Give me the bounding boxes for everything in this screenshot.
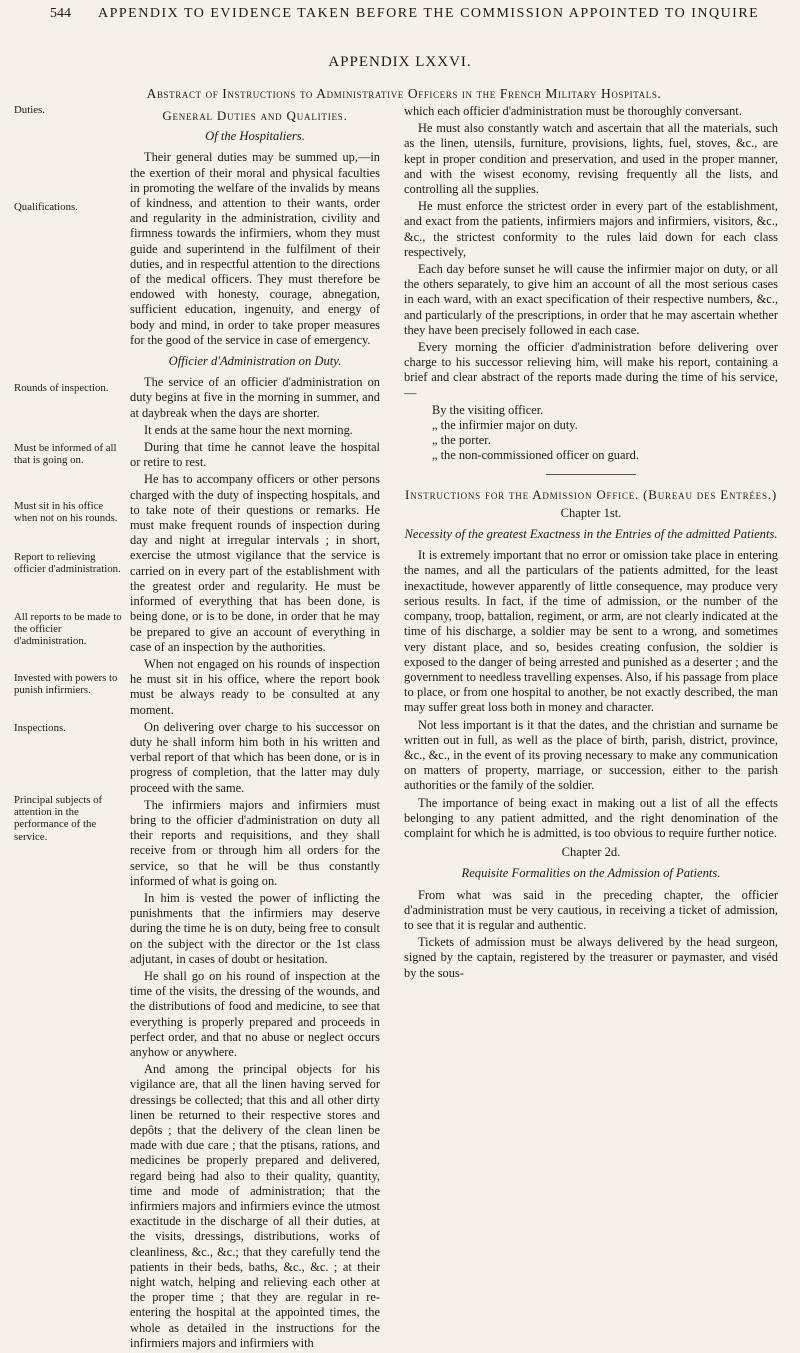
paragraph: In him is vested the power of inflicting the punishments that the infirmiers may deserve during the time he is on duty, being free to consult on the subject with the director or the 1st class adjutant, in cases of doubt or hesitation. xyxy=(130,890,380,966)
paragraph: He must also constantly watch and ascertain that all the materials, such as the linen, utensils, furniture, provisions, lights, fuel, stoves, &c., are kept in proper condition and preservation, and used in the proper manner, and with the wisest economy, revising frequently all the lists, and controlling all the supplies. xyxy=(404,121,778,197)
page-header xyxy=(0,6,800,28)
margin-note-informed: Must be informed of all that is going on. xyxy=(14,442,117,467)
paragraph: On delivering over charge to his successor on duty he shall inform him both in his written and verbal report of that which has been done, or is in progress of completion, that the latter may duly proceed with the same. xyxy=(130,719,380,795)
heading-chapter-1: Chapter 1st. xyxy=(560,505,622,520)
list-item: „ the infirmier major on duty. xyxy=(432,418,578,433)
heading-officer-on-duty: Officier d'Administration on Duty. xyxy=(168,354,342,369)
paragraph: Every morning the officier d'administration before delivering over charge to his successor relieving him, will make his report, containing a brief and clear abstract of the reports made during the time of his service,— xyxy=(404,340,778,400)
left-column xyxy=(130,104,380,1353)
paragraph: Each day before sunset he will cause the infirmier major on duty, or all the others separately, to give him an account of all the most serious cases in each ward, with an exact specification of their respective numbers, &c., and particularly of the prescriptions, in order that he may ascertain whether they have been precisely followed in each case. xyxy=(404,262,778,337)
paragraph: He must enforce the strictest order in every part of the establishment, and exact from the patients, infirmiers majors and infirmiers, visitors, &c., &c., the strictest conformity to the rules laid down for each class respectively, xyxy=(404,199,778,259)
paragraph: which each officier d'administration must be thoroughly conversant. xyxy=(404,104,742,118)
paragraph: When not engaged on his rounds of inspection he must sit in his office, where the report book must be always ready to be consulted at any moment. xyxy=(130,656,380,717)
report-list xyxy=(404,403,778,464)
paragraph: The service of an officier d'administration on duty begins at five in the morning in summer, and at daybreak when the days are shorter. xyxy=(130,375,380,420)
paragraph: During that time he cannot leave the hospital or retire to rest. xyxy=(130,440,380,470)
paragraph: Not less important is it that the dates, and the christian and surname be written out in full, as well as the place of birth, parish, district, province, &c., &c., in the event of its proving necessary to make any communication on matters of property, marriage, or succession, either to the parish authorities or the family of the soldier. xyxy=(404,717,778,793)
margin-note-duties: Duties. xyxy=(14,104,45,116)
margin-note-qualifications: Qualifications. xyxy=(14,201,78,213)
abstract-title: Abstract of Instructions to Administrative Officers in the French Military Hospitals. xyxy=(146,86,662,101)
heading-chapter-2: Chapter 2d. xyxy=(561,845,621,860)
page-number: 544 xyxy=(50,6,71,21)
paragraph: It is extremely important that no error or omission take place in entering the names, and all the particulars of the patients admitted, for the least inexactitude, however apparently of little consequence, may produce very serious results. In fact, if the time of admission, or the number of the company, troop, battalion, regiment, or arm, are not clearly indicated at the time of his discharge, a soldier may be sent to a wrong, and sometimes very distant place, and so, besides creating confusion, the soldier is exposed to the danger of being arrested and punished as a deserter ; and the government to needless travelling expenses. Also, if his passage from place to place, or from one hospital to another, be not exactly described, the man may suffer great loss both in money and character. xyxy=(404,548,778,715)
margin-note-inspections: Inspections. xyxy=(14,722,66,734)
list-item: „ the non-commissioned officer on guard. xyxy=(432,448,639,463)
paragraph: Tickets of admission must be always delivered by the head surgeon, signed by the captain, registered by the treasurer or paymaster, and viséd by the sous- xyxy=(404,935,778,980)
paragraph: And among the principal objects for his vigilance are, that all the linen having served for dressings be collected; that this and all other dirty linen be returned to their respective stores and depôts ; that the delivery of the clean linen be made with due care ; that the ptisans, rations, and medicines be properly prepared and delivered, regard being had also to their quality, quantity, time and mode of administration; that the infirmiers majors and infirmiers evince the utmost exactitude in the discharge of all their duties, at the visits, dressings, distributions, works of cleanliness, &c., &c.; that they carefully tend the patients in their beds, baths, &c., &c. ; at their night watch, helping and relieving each other at the proper time ; that they are regular in re-entering the hospital at the appointed times, the whole as detailed in the instructions for the infirmiers majors and infirmiers with xyxy=(130,1062,380,1350)
appendix-title: APPENDIX LXXVI. xyxy=(328,54,472,70)
margin-note-office: Must sit in his office when not on his rounds. xyxy=(14,500,118,525)
paragraph: The importance of being exact in making out a list of all the effects belonging to any patient admitted, and the right denomination of the complaint for which he is admitted, is too obvious to require further notice. xyxy=(404,795,778,840)
right-column xyxy=(404,104,778,983)
paragraph: He has to accompany officers or other persons charged with the duty of inspecting hospitals, and to take note of their questions or remarks. He must make frequent rounds of inspection during day and night at irregular intervals ; in short, exercise the utmost vigilance that the service is carried on in every part of the establishment with the greatest order and regularity. He must be informed of everything that has been done, is being done, or is to be done, in order that he may be prepared to give an account of everything in case of an inspection by the authorities. xyxy=(130,472,380,654)
margin-note-rounds: Rounds of inspection. xyxy=(14,382,109,394)
heading-admission-office: Instructions for the Admission Office. (Bureau des Entrées.) xyxy=(405,486,777,502)
list-item: „ the porter. xyxy=(432,433,491,448)
paragraph: He shall go on his round of inspection at the time of the visits, the dressing of the wounds, and the distributions of food and medicine, to see that everything is properly prepared and proceeds in perfect order, and that no abuse or neglect occurs anyhow or anywhere. xyxy=(130,968,380,1059)
paragraph: The infirmiers majors and infirmiers must bring to the officier d'administration on duty all their reports and requisitions, and they shall receive from or through him all orders for the service, so that he will be thus constantly informed of what is going on. xyxy=(130,797,380,888)
section-divider xyxy=(546,474,636,475)
heading-requisite: Requisite Formalities on the Admission of Patients. xyxy=(461,866,721,881)
margin-note-report: Report to relieving officier d'administration. xyxy=(14,551,121,576)
list-item: By the visiting officer. xyxy=(432,402,544,417)
paragraph: Their general duties may be summed up,—in the exertion of their moral and physical faculties in promoting the welfare of the invalids by means of kindness, and attention to their wants, order and regularity in the administration, civility and firmness towards the infirmiers, whom they must guide and superintend in the fulfilment of their duties, and in respectful attention to the directions of the medical officers. They must therefore be endowed with honesty, courage, abnegation, sufficient education, ingenuity, and energy of body and mind, in order to take proper measures for the good of the service in case of emergency. xyxy=(130,150,380,347)
paragraph: From what was said in the preceding chapter, the officier d'administration must be very cautious, in receiving a ticket of admission, to see that it is regular and authentic. xyxy=(404,887,778,932)
margin-note-punish: Invested with powers to punish infirmiers. xyxy=(14,672,118,697)
heading-necessity: Necessity of the greatest Exactness in the Entries of the admitted Patients. xyxy=(404,527,778,542)
heading-general-duties: General Duties and Qualities. xyxy=(162,108,348,123)
margin-note-principal: Principal subjects of attention in the performance of the service. xyxy=(14,794,103,843)
running-head: APPENDIX TO EVIDENCE TAKEN BEFORE THE COMMISSION APPOINTED TO INQUIRE xyxy=(98,6,760,21)
heading-hospitaliers: Of the Hospitaliers. xyxy=(205,129,305,144)
margin-note-all-reports: All reports to be made to the officier d'administration. xyxy=(14,611,122,648)
paragraph: It ends at the same hour the next morning. xyxy=(144,422,353,437)
